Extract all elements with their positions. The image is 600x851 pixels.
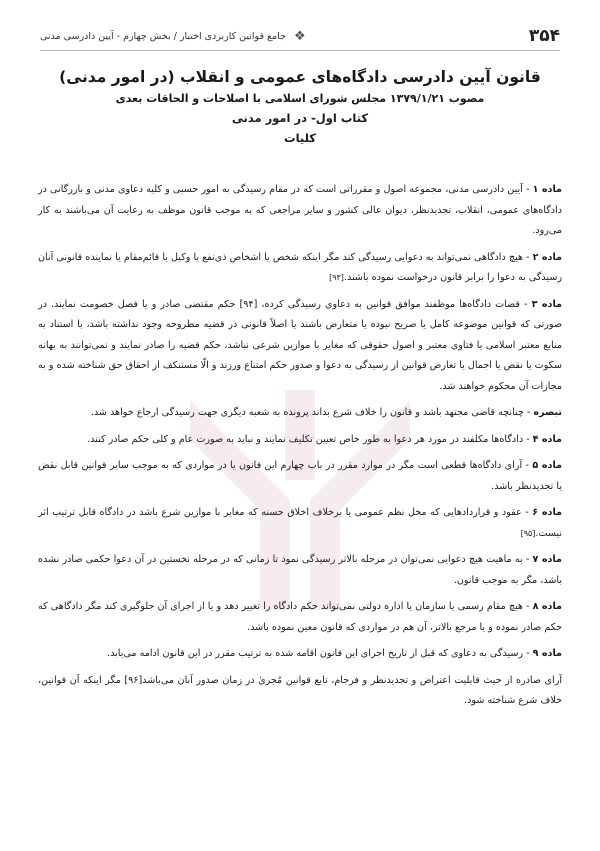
running-title: جامع قوانین کاربردی اختبار / بخش چهارم - آیین دادرسی مدنی: [40, 30, 286, 42]
articles-body: [38, 180, 562, 718]
approval-line: مصوب ۱۳۷۹/۱/۲۱ مجلس شورای اسلامی با اصلاحات و الحاقات بعدی: [115, 92, 485, 105]
article-paragraph: [38, 180, 562, 242]
article-label: ماده ۵: [532, 460, 562, 471]
article-paragraph: [38, 550, 562, 591]
article-text: - آیین دادرسی مدنی، مجموعه اصول و مقرراتی است که در مقام رسیدگی به امور حسبی و کلیه دعاوی مدنی و بازرگانی در دادگاه‌های عمومی، انقلاب، تجدیدنظر، دیوان عالی کشور و سایر مراجعی که به موجب قانون موظف به رعایت آن می‌باشند به کار می‌رود.: [38, 184, 562, 236]
page-number: ۳۵۴: [528, 26, 560, 46]
article-text: - رسیدگی به دعاوی که قبل از تاریخ اجرای این قانون اقامه شده به ترتیب مقرر در این قانون ادامه می‌یابد.: [107, 648, 533, 659]
article-label: ماده ۳: [531, 298, 562, 310]
article-paragraph: [38, 503, 562, 544]
law-title: قانون آیین دادرسی دادگاه‌های عمومی و انقلاب (در امور مدنی): [59, 68, 541, 86]
article-paragraph: [38, 295, 562, 398]
footnote-ref: [۹۶] مگر اینکه آن قوانین، خلاف شرع شناخته شود.: [38, 674, 562, 706]
book-heading: کتاب اول- در امور مدنی: [231, 111, 369, 125]
article-label: تبصره: [533, 407, 562, 418]
article-text: - قضات دادگاه‌ها موظفند موافق قوانین به دعاوی رسیدگی کرده، [۹۴] حکم مقتضی صادر و یا فصل خصومت نمایند. در صورتی که قوانین موضوعه کامل یا صریح نبوده یا متعارض باشند یا اصلاً قانونی در قضیه مطروحه وجود نداشته باشد، با استناد به منابع معتبر اسلامی یا فتاوی معتبر و اصول حقوقی که مغایر با موازین شرعی نباشد، حکم قضیه را صادر نمایند و نمی‌توانند به بهانه سکوت یا نقص یا اجمال یا تعارض قوانین از رسیدگی به دعوا و صدور حکم امتناع ورزند و الّا مستنکف از احقاق حق شناخته شده و به مجازات آن محکوم خواهند شد.: [38, 298, 562, 392]
article-text: آرای صادره از حیث قابلیت اعتراض و تجدیدنظر و فرجام، تابع قوانین مُجریٰ در زمان صدور آنان می‌باشد: [142, 674, 562, 686]
article-label: ماده ۴: [532, 433, 562, 445]
page-header: [40, 22, 560, 51]
article-text: - عقود و قراردادهایی که مخل نظم عمومی یا برخلاف اخلاق حسنه که مغایر با موازین شرع باشد در دادگاه قابل ترتیب اثر نیست.: [38, 507, 562, 539]
article-paragraph: [38, 644, 562, 665]
article-paragraph: [38, 248, 562, 289]
running-header: [40, 29, 306, 44]
continuation-paragraph: [38, 671, 562, 712]
law-titles: [40, 68, 560, 145]
article-text: - دادگاه‌ها مکلفند در مورد هر دعوا به طور خاص تعیین تکلیف نمایند و نباید به صورت عام و کلی حکم صادر کنند.: [87, 433, 533, 445]
article-label: ماده ۲: [532, 251, 562, 263]
section-heading: کلیات: [284, 131, 316, 145]
article-label: ماده ۶: [532, 507, 562, 518]
article-label: ماده ۱: [532, 184, 562, 195]
article-paragraph: [38, 597, 562, 638]
ornament-icon: ❖: [293, 28, 306, 44]
footnote-ref: [۹۳]: [329, 273, 344, 282]
article-text: - به ماهیت هیچ دعوایی نمی‌توان در مرحله بالاتر رسیدگی نمود تا زمانی که در مرحله نخستین در آن دعوا حکمی صادر نشده باشد، مگر به موجب قانون.: [38, 554, 562, 586]
article-text: - هیچ مقام رسمی یا سازمان یا اداره دولتی نمی‌تواند حکم دادگاه را تغییر دهد و یا از اجرای آن جلوگیری کند مگر دادگاهی که حکم صادر نموده و یا مرجع بالاتر، آن هم در مواردی که قانون معین نموده باشد.: [38, 601, 562, 633]
footnote-ref: [۹۵]: [520, 528, 536, 538]
note-paragraph: [38, 403, 562, 424]
article-paragraph: [38, 430, 562, 451]
article-paragraph: [38, 456, 562, 497]
article-label: ماده ۸: [532, 601, 562, 612]
article-text: - هیچ دادگاهی نمی‌تواند به دعوایی رسیدگی کند مگر اینکه شخص یا اشخاص ذی‌نفع یا وکیل یا قائم‌مقام یا نماینده قانونی آنان رسیدگی به دعوا را برابر قانون درخواست نموده باشند.: [38, 251, 562, 283]
article-label: ماده ۷: [532, 554, 562, 565]
article-label: ماده ۹: [532, 648, 562, 659]
article-text: - چنانچه قاضی مجتهد باشد و قانون را خلاف شرع بداند پرونده به شعبه دیگری جهت رسیدگی ارجاع خواهد شد.: [90, 407, 534, 418]
article-text: - آرای دادگاه‌ها قطعی است مگر در موارد مقرر در باب چهارم این قانون یا در مواردی که به موجب سایر قوانین قابل نقض یا تجدیدنظر باشد.: [38, 460, 562, 492]
